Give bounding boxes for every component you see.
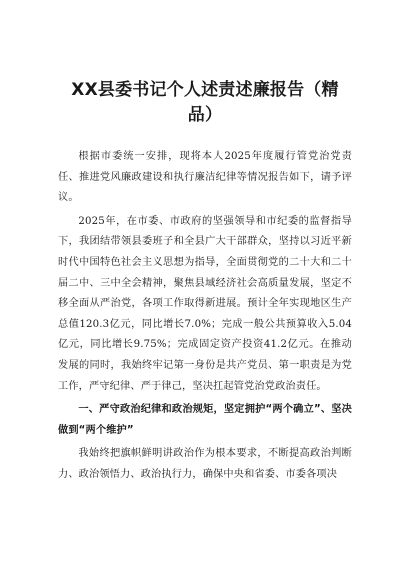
section-1-paragraph: 我始终把旗帜鲜明讲政治作为根本要求，不断提高政治判断力、政治领悟力、政治执行力，确保中央和省委、市委各项决 — [58, 448, 352, 480]
section-heading-1: 一、严守政治纪律和政治规矩，坚定拥护“两个确立”、坚决做到“两个维护” — [58, 404, 352, 436]
intro-paragraph: 根据市委统一安排，现将本人2025年度履行管党治党责任、推进党风廉政建设和执行廉洁纪律等情况报告如下，请予评议。 — [58, 151, 352, 204]
overview-paragraph: 2025年，在市委、市政府的坚强领导和市纪委的监督指导下，我团结带领县委班子和全县广大干部群众，坚持以习近平新时代中国特色社会主义思想为指导，全面贯彻党的二十大和二十届二中、三中全会精神，聚焦县域经济社会高质量发展，坚定不移全面从严治党，各项工作取得新进展。预计全年实现地区生产总值120.3亿元，同比增长7.0%；完成一般公共预算收入5.04亿元，同比增长9.75%；完成固定资产投资41.2亿元。在推动发展的同时，我始终牢记第一身份是共产党员、第一职责是为党工作，严守纪律、严于律己，坚决扛起管党治党政治责任。 — [58, 215, 352, 392]
document-title: XX县委书记个人述责述廉报告（精品） — [71, 80, 339, 125]
